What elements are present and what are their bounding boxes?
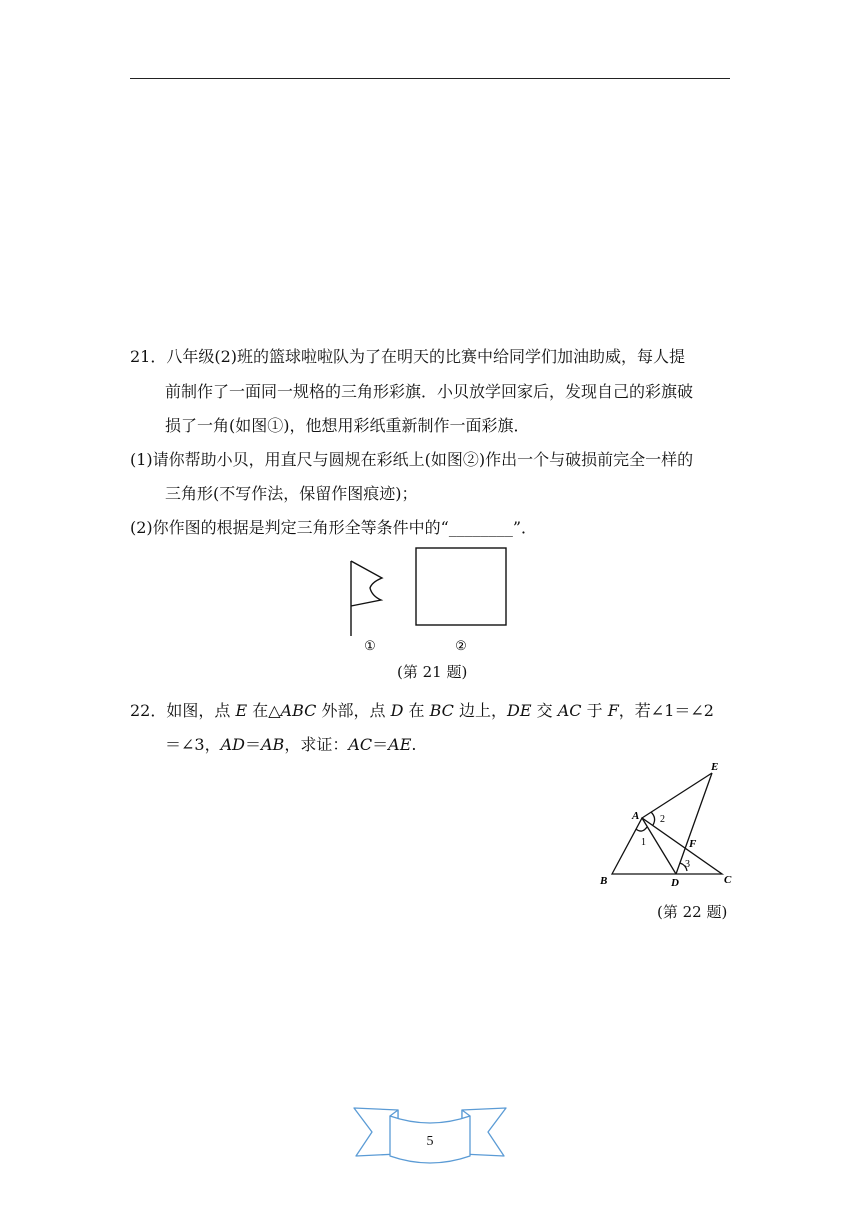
segment-ad: [642, 818, 676, 874]
label-b: B: [600, 875, 608, 887]
angle-1-label: 1: [641, 837, 646, 848]
q21-part1-line-2: 三角形(不写作法，保留作图痕迹)；: [165, 484, 418, 503]
segment-ae: [642, 773, 712, 818]
triangle-abc: [612, 818, 722, 874]
angle-2-label: 2: [660, 814, 665, 825]
label-c: C: [724, 874, 732, 886]
q21-line-2: 前制作了一面同一规格的三角形彩旗．小贝放学回家后，发现自己的彩旗破: [165, 382, 694, 401]
q22-line-2: ＝∠3，AD＝AB，求证：AC＝AE.: [165, 735, 417, 754]
angle-3-label: 3: [685, 859, 690, 870]
q21-part2-line: (2)你作图的根据是判定三角形全等条件中的“________”．: [130, 518, 538, 537]
square-paper-figure: [416, 548, 506, 625]
label-f: F: [689, 838, 697, 850]
fig1-label: ①: [364, 638, 376, 653]
q21-line-3: 损了一角(如图①)，他想用彩纸重新制作一面彩旗．: [165, 416, 530, 435]
segment-de: [676, 773, 712, 874]
label-a: A: [632, 810, 640, 822]
broken-flag-figure: [351, 561, 382, 636]
q22-line-1: 22．如图，点 E 在△ABC 外部，点 D 在 BC 边上，DE 交 AC 于 F，若∠1＝∠2: [130, 701, 714, 720]
angle-2-arc: [651, 812, 655, 825]
fig2-label: ②: [455, 638, 467, 653]
header-rule: [130, 78, 730, 79]
q21-figure: [330, 540, 530, 660]
q22-caption: (第 22 题): [657, 903, 728, 921]
page-number: 5: [426, 1134, 434, 1149]
q22-figure: [590, 755, 750, 895]
angle-1-arc: [636, 827, 647, 831]
q21-caption: (第 21 题): [397, 663, 468, 681]
q21-part1-line-1: (1)请你帮助小贝，用直尺与圆规在彩纸上(如图②)作出一个与破损前完全一样的: [130, 450, 694, 469]
label-e: E: [711, 761, 719, 773]
label-d: D: [671, 877, 679, 889]
q21-line-1: 21．八年级(2)班的篮球啦啦队为了在明天的比赛中给同学们加油助威，每人提: [130, 347, 686, 366]
page-number-ribbon: [350, 1100, 510, 1172]
